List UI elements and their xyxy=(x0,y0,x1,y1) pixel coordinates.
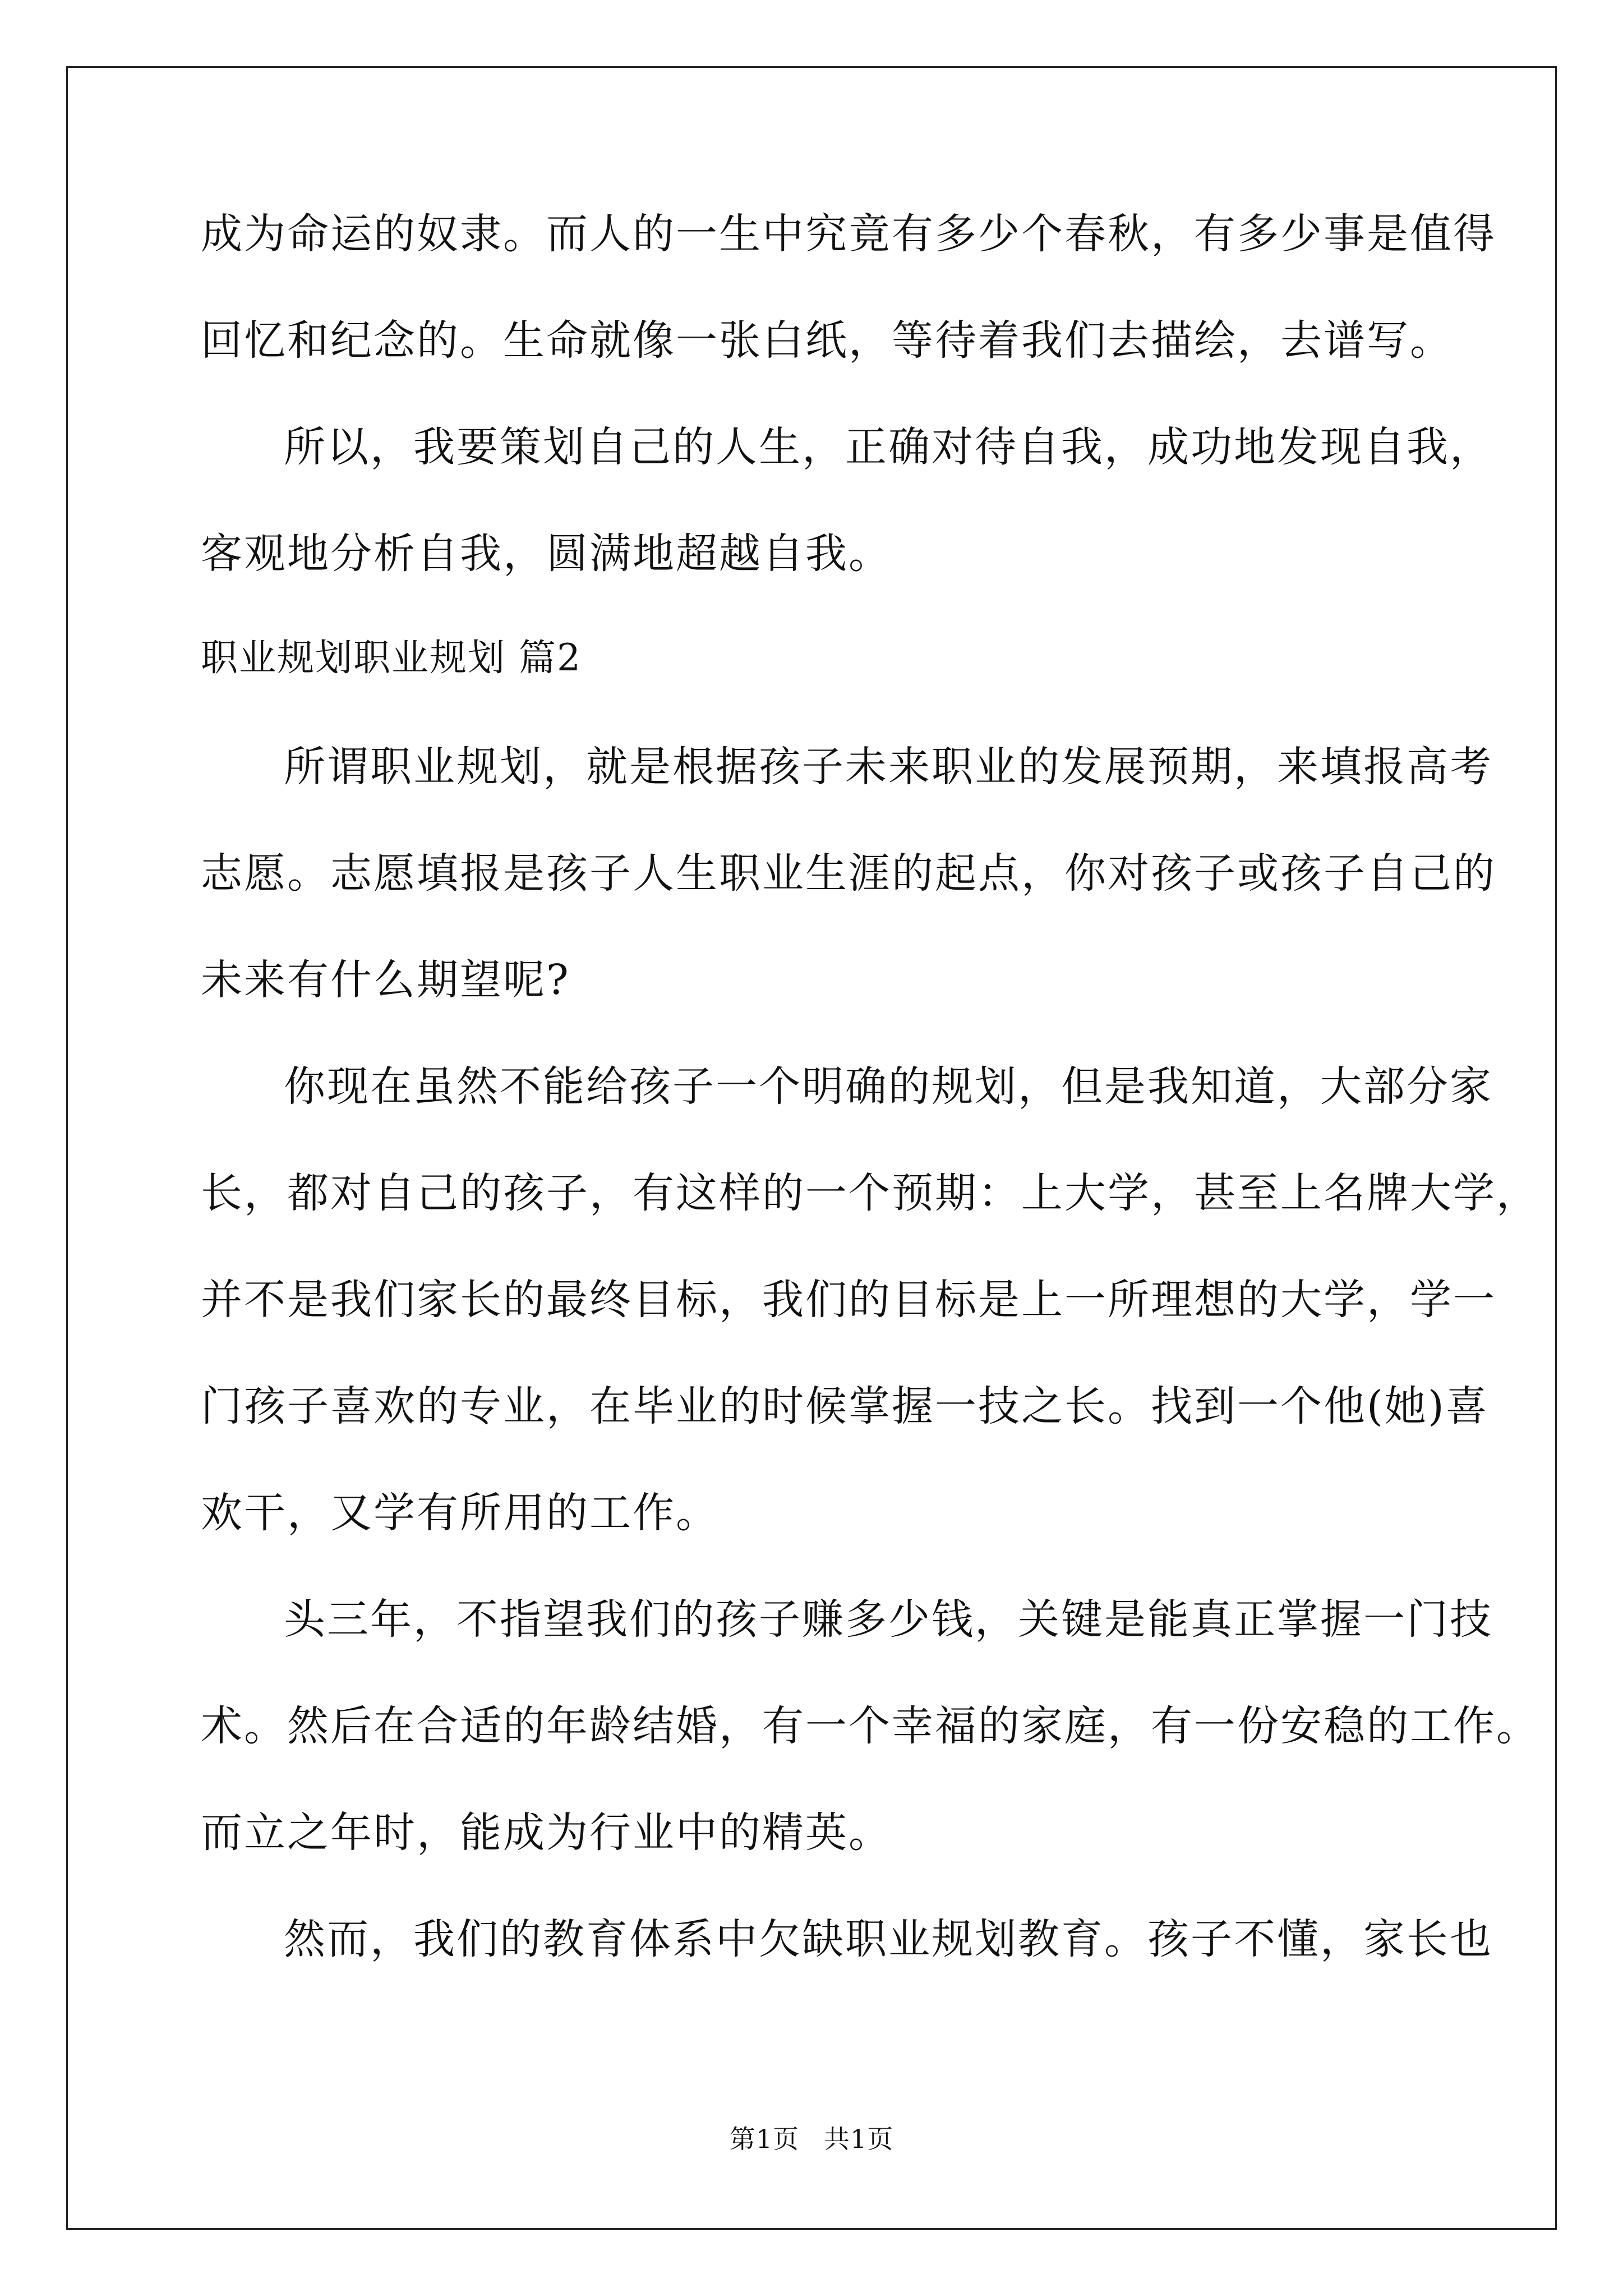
paragraph-start-line: 所谓职业规划，就是根据孩子未来职业的发展预期，来填报高考 xyxy=(284,743,1493,791)
document-body xyxy=(201,210,1539,2025)
page-footer xyxy=(0,2126,1623,2152)
section-heading: 职业规划职业规划 篇2 xyxy=(201,636,582,679)
text-line: 成为命运的奴隶。而人的一生中究竟有多少个春秋，有多少事是值得 xyxy=(201,210,1496,258)
text-line: 并不是我们家长的最终目标，我们的目标是上一所理想的大学，学一 xyxy=(201,1276,1496,1324)
text-line: 而立之年时，能成为行业中的精英。 xyxy=(201,1809,892,1857)
text-line: 门孩子喜欢的专业，在毕业的时候掌握一技之长。找到一个他(她)喜 xyxy=(201,1382,1489,1430)
text-line: 回忆和纪念的。生命就像一张白纸，等待着我们去描绘，去谱写。 xyxy=(201,316,1453,365)
text-line: 术。然后在合适的年龄结婚，有一个幸福的家庭，有一份安稳的工作。 xyxy=(201,1702,1539,1750)
paragraph-start-line: 头三年，不指望我们的孩子赚多少钱，关键是能真正掌握一门技 xyxy=(284,1595,1493,1644)
page-number: 第1页 xyxy=(729,2124,799,2154)
paragraph-start-line: 你现在虽然不能给孩子一个明确的规划，但是我知道，大部分家 xyxy=(284,1062,1493,1111)
page-total: 共1页 xyxy=(824,2124,894,2154)
text-line: 长，都对自己的孩子，有这样的一个预期：上大学，甚至上名牌大学， xyxy=(201,1169,1539,1217)
text-line: 欢干，又学有所用的工作。 xyxy=(201,1489,719,1537)
paragraph-start-line: 然而，我们的教育体系中欠缺职业规划教育。孩子不懂，家长也 xyxy=(284,1915,1493,1963)
text-line: 客观地分析自我，圆满地超越自我。 xyxy=(201,530,892,578)
paragraph-start-line: 所以，我要策划自己的人生，正确对待自我，成功地发现自我， xyxy=(284,423,1493,471)
text-line: 未来有什么期望呢? xyxy=(201,956,570,1004)
text-line: 志愿。志愿填报是孩子人生职业生涯的起点，你对孩子或孩子自己的 xyxy=(201,849,1496,898)
